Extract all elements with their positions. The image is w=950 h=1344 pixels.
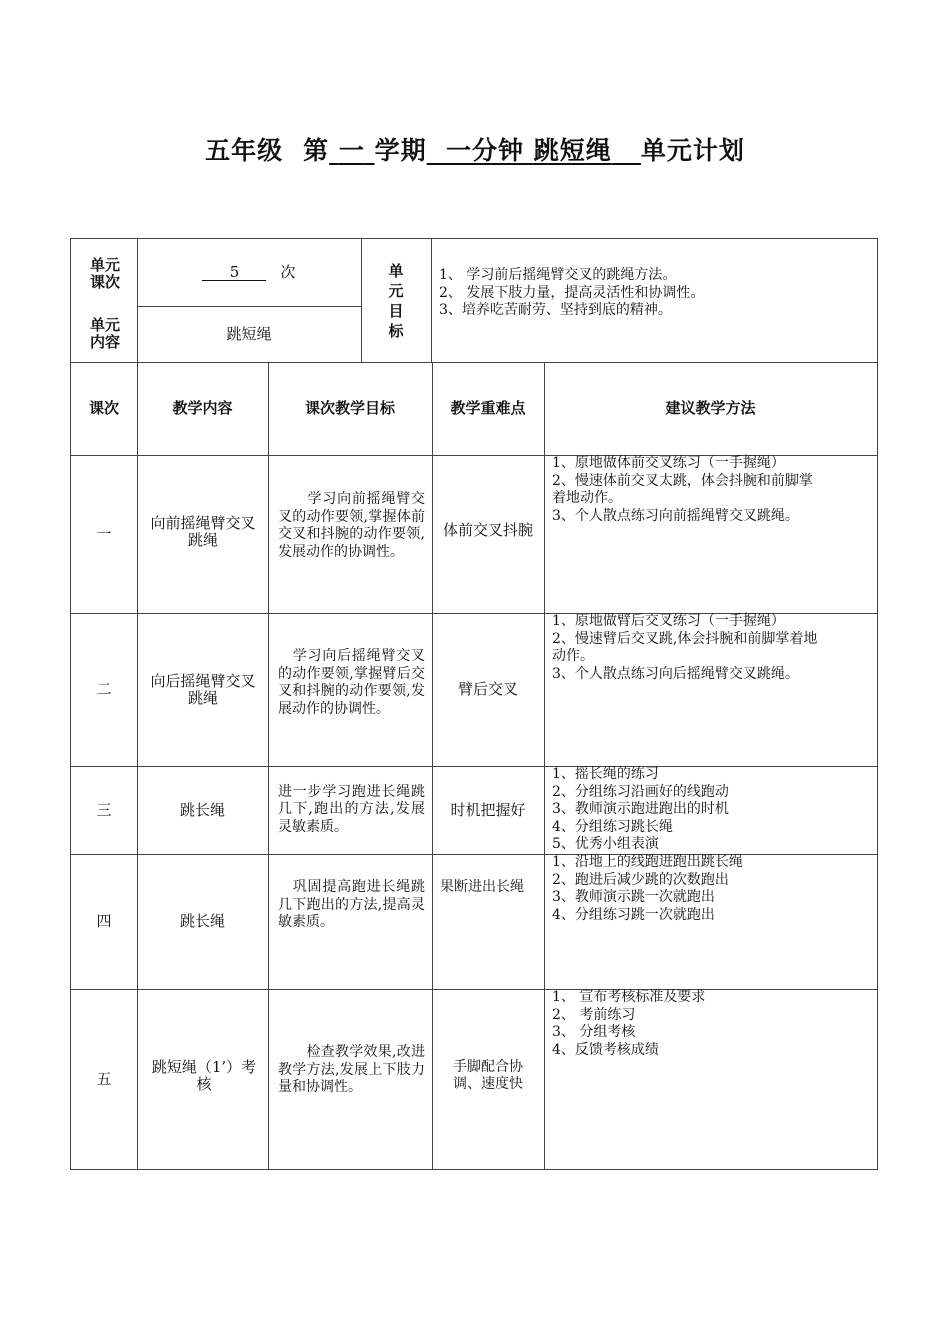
header-content: 教学内容 bbox=[172, 399, 233, 417]
row-lesson: 一 bbox=[96, 524, 112, 543]
row-lesson: 四 bbox=[96, 912, 112, 930]
header-lesson: 课次 bbox=[88, 399, 119, 417]
row-lesson: 五 bbox=[96, 1069, 112, 1088]
row-goal: 学习向前摇绳臂交叉的动作要领,掌握体前交叉和抖腕的动作要领,发展动作的协调性。 bbox=[278, 491, 425, 560]
title-xueqi: 学期 bbox=[374, 136, 427, 165]
unit-lessons-label: 单元课次 bbox=[89, 256, 120, 291]
title-di: 第 bbox=[303, 136, 330, 165]
row-content: 跳短绳（1’）考核 bbox=[151, 1058, 257, 1093]
row-methods: 1、沿地上的线跑进跑出跳长绳 2、跑进后减少跳的次数跑出 3、教师演示跳一次就跑出 4、分组练习跳一次就跑出 bbox=[552, 854, 743, 923]
row-key: 时机把握好 bbox=[450, 800, 526, 819]
row-key: 体前交叉抖腕 bbox=[442, 520, 533, 539]
unit-goals-list bbox=[439, 267, 869, 331]
page-title bbox=[0, 131, 950, 167]
unit-content-value: 跳短绳 bbox=[226, 324, 272, 343]
unit-lessons-number: 5 bbox=[202, 264, 266, 281]
row-key: 果断进出长绳 bbox=[440, 879, 524, 895]
row-content: 向后摇绳臂交叉跳绳 bbox=[150, 671, 256, 707]
row-content: 跳长绳 bbox=[179, 800, 225, 819]
row-content: 跳长绳 bbox=[179, 912, 225, 930]
unit-goal-item: 2、 发展下肢力量，提高灵活性和协调性。 bbox=[439, 284, 705, 301]
header-goal: 课次教学目标 bbox=[304, 399, 395, 417]
row-lesson: 三 bbox=[96, 800, 112, 819]
header-key: 教学重难点 bbox=[450, 399, 526, 417]
row-methods: 1、 宣布考核标准及要求 2、 考前练习 3、 分组考核 4、反馈考核成绩 bbox=[552, 989, 706, 1058]
row-goal: 检查教学效果,改进教学方法,发展上下肢力量和协调性。 bbox=[278, 1044, 425, 1095]
row-key: 臂后交叉 bbox=[457, 680, 518, 698]
unit-lessons-value bbox=[137, 239, 361, 306]
row-methods: 1、原地做臂后交叉练习（一手握绳） 2、慢速臂后交叉跳,体会抖腕和前脚掌着地 动作。 3、个人散点练习向后摇绳臂交叉跳绳。 bbox=[552, 613, 818, 682]
row-methods: 1、原地做体前交叉练习（一手握绳） 2、慢速体前交叉太跳，体会抖腕和前脚掌 着地动作。 3、个人散点练习向前摇绳臂交叉跳绳。 bbox=[552, 455, 813, 524]
unit-goal-item: 3、培养吃苦耐劳、坚持到底的精神。 bbox=[439, 302, 672, 318]
row-methods: 1、摇长绳的练习 2、分组练习沿画好的线跑动 3、教师演示跑进跑出的时机 4、分组练习跳长绳 5、优秀小组表演 bbox=[552, 766, 729, 852]
unit-lessons-unit: 次 bbox=[280, 263, 296, 281]
row-lesson: 二 bbox=[96, 680, 112, 698]
title-suffix: 单元计划 bbox=[640, 136, 745, 165]
unit-content-label: 单元内容 bbox=[89, 316, 120, 351]
unit-goal-item: 1、 学习前后摇绳臂交叉的跳绳方法。 bbox=[439, 267, 677, 283]
title-grade: 五年级 bbox=[205, 136, 284, 165]
title-semester: 一 bbox=[338, 136, 365, 165]
unit-plan-table bbox=[70, 238, 878, 1170]
row-content: 向前摇绳臂交叉跳绳 bbox=[150, 514, 256, 549]
header-method: 建议教学方法 bbox=[665, 399, 756, 417]
row-goal: 进一步学习跑进长绳跳几下,跑出的方法,发展灵敏素质。 bbox=[278, 783, 425, 835]
row-goal: 学习向后摇绳臂交叉的动作要领,掌握臂后交叉和抖腕的动作要领,发展动作的协调性。 bbox=[278, 648, 425, 717]
row-key: 手脚配合协调、速度快 bbox=[453, 1058, 523, 1092]
unit-goals-label: 单 元 目 标 bbox=[388, 262, 404, 340]
title-topic: 一分钟 跳短绳 bbox=[446, 136, 612, 165]
row-goal: 巩固提高跑进长绳跳几下跑出的方法,提高灵敏素质。 bbox=[278, 879, 425, 930]
